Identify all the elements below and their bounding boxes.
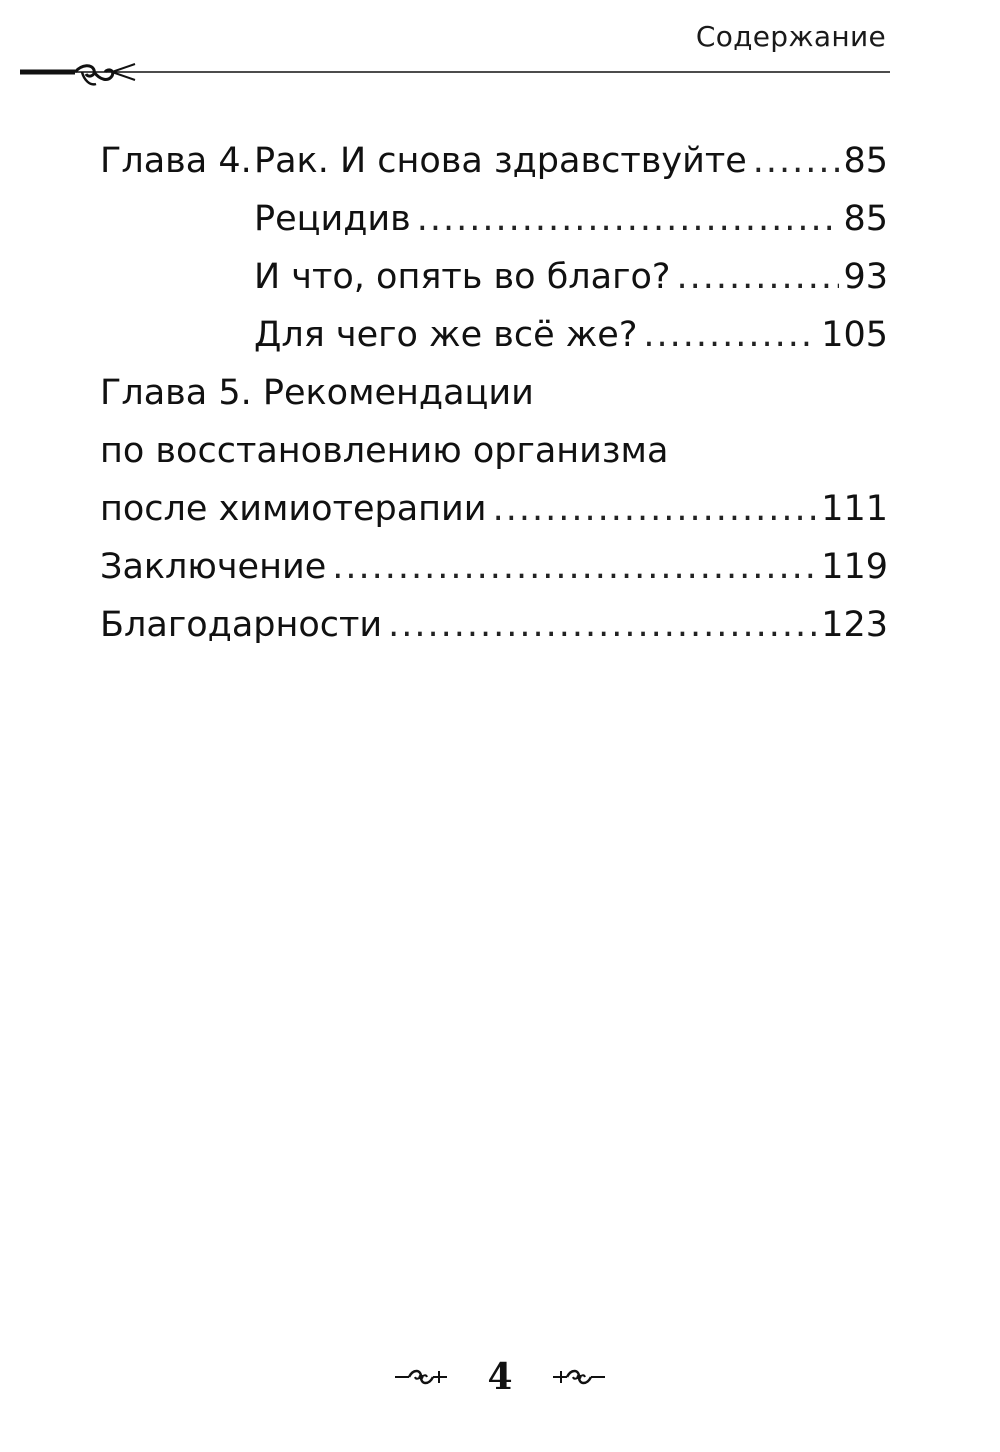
header-ornament-rule xyxy=(20,60,890,92)
toc-page-number: 93 xyxy=(843,257,888,297)
toc-entry-title: И что, опять во благо? xyxy=(254,248,676,306)
running-header-title: Содержание xyxy=(695,20,886,53)
toc-entry-conclusion[interactable] xyxy=(100,538,888,596)
toc-page-number: 105 xyxy=(821,315,888,355)
toc-entry-title: Для чего же всё же? xyxy=(254,306,643,364)
toc-entry-section[interactable] xyxy=(100,190,888,248)
page-footer xyxy=(0,1352,1000,1402)
toc-leader-dots xyxy=(676,248,839,306)
toc-leader-dots xyxy=(753,132,840,190)
toc-leader-dots xyxy=(417,190,840,248)
toc-page-number: 119 xyxy=(821,547,888,587)
toc-chapter-prefix: Глава 4. xyxy=(100,141,252,181)
toc-entry-chapter-4[interactable] xyxy=(100,132,888,190)
toc-page-number: 85 xyxy=(843,199,888,239)
toc-entry-title: по восстановлению организма xyxy=(100,422,668,480)
toc-entry-title: Глава 5. Рекомендации xyxy=(100,364,534,422)
toc-entry-chapter-5-line-3[interactable] xyxy=(100,480,888,538)
toc-entry-title: Рак. И снова здравствуйте xyxy=(254,141,747,181)
toc-page-number: 111 xyxy=(821,489,888,529)
toc-entry-title: после химиотерапии xyxy=(100,480,493,538)
toc-entry-chapter-5-line-1[interactable] xyxy=(100,364,888,422)
toc-entry-title: Рецидив xyxy=(254,190,417,248)
toc-entry-title: Благодарности xyxy=(100,596,388,654)
left-ornament-icon xyxy=(395,1366,447,1388)
toc-page-number: 123 xyxy=(821,605,888,645)
page-number: 4 xyxy=(487,1356,513,1398)
toc-leader-dots xyxy=(332,538,817,596)
toc-entry-acknowledgements[interactable] xyxy=(100,596,888,654)
toc-leader-dots xyxy=(493,480,818,538)
toc-leader-dots xyxy=(388,596,817,654)
toc-entry-section[interactable] xyxy=(100,306,888,364)
right-ornament-icon xyxy=(553,1366,605,1388)
toc-page-number: 85 xyxy=(843,141,888,181)
table-of-contents xyxy=(100,132,888,654)
toc-entry-section[interactable] xyxy=(100,248,888,306)
toc-leader-dots xyxy=(643,306,817,364)
toc-entry-chapter-5-line-2[interactable] xyxy=(100,422,888,480)
toc-entry-title: Заключение xyxy=(100,538,332,596)
